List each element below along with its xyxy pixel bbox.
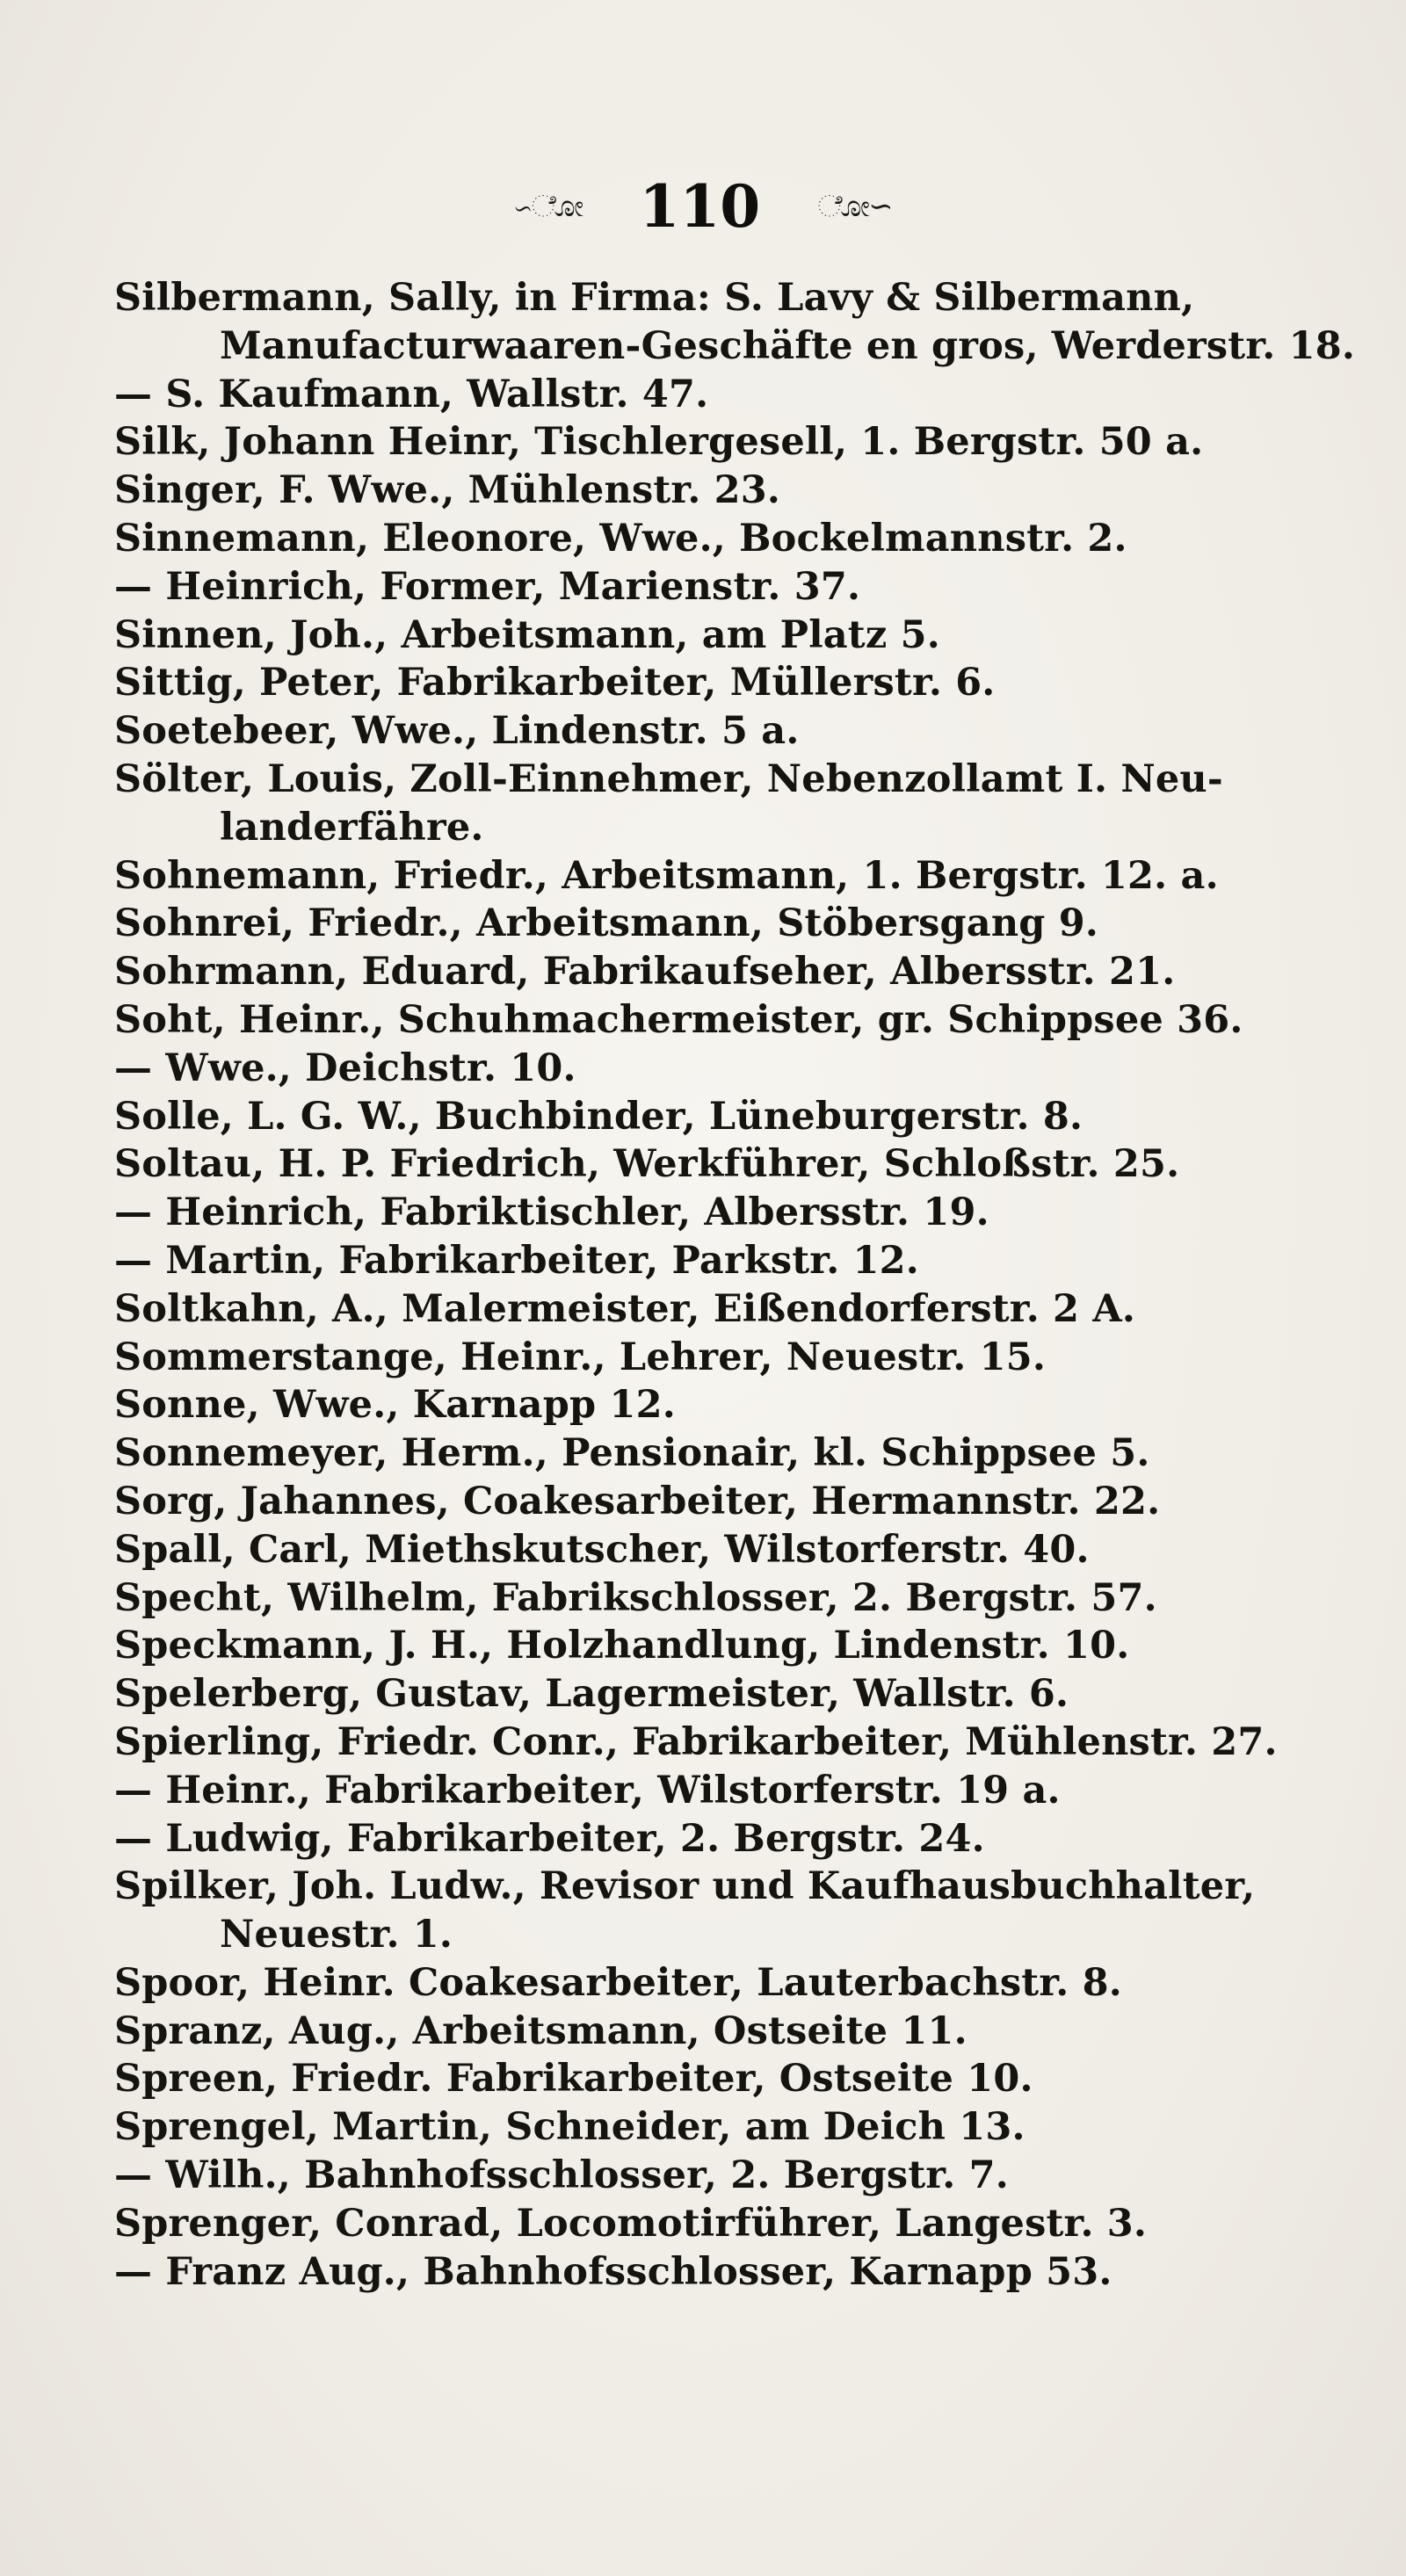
directory-line: Sohrmann, Eduard, Fabrikaufseher, Albersstr. 21.: [114, 950, 1176, 995]
directory-line: Soltkahn, A., Malermeister, Eißendorferstr. 2 A.: [114, 1286, 1136, 1331]
directory-line: Neuestr. 1.: [220, 1913, 453, 1957]
directory-line: Soetebeer, Wwe., Lindenstr. 5 a.: [114, 709, 800, 754]
directory-line: Sommerstange, Heinr., Lehrer, Neuestr. 15.: [114, 1335, 1047, 1379]
directory-line: — S. Kaufmann, Wallstr. 47.: [114, 372, 709, 416]
directory-line: — Martin, Fabrikarbeiter, Parkstr. 12.: [114, 1238, 919, 1283]
directory-line: Singer, F. Wwe., Mühlenstr. 23.: [114, 468, 781, 513]
directory-line: Spranz, Aug., Arbeitsmann, Ostseite 11.: [114, 2008, 968, 2053]
directory-line: Sohnemann, Friedr., Arbeitsmann, 1. Bergstr. 12. a.: [114, 853, 1219, 898]
directory-line: — Franz Aug., Bahnhofsschlosser, Karnapp 53.: [114, 2249, 1112, 2294]
directory-line: — Heinrich, Fabriktischler, Albersstr. 19.: [114, 1190, 989, 1235]
directory-line: Silbermann, Sally, in Firma: S. Lavy & Silbermann,: [114, 276, 1195, 320]
directory-line: Manufacturwaaren-Geschäfte en gros, Werderstr. 18.: [220, 323, 1356, 368]
directory-line: Specht, Wilhelm, Fabrikschlosser, 2. Bergstr. 57.: [114, 1575, 1157, 1620]
directory-line: Sölter, Louis, Zoll-Einnehmer, Nebenzollamt I. Neu-: [114, 756, 1223, 801]
directory-line: Sinnemann, Eleonore, Wwe., Bockelmannstr. 2.: [114, 516, 1127, 561]
directory-line: Speckmann, J. H., Holzhandlung, Lindenstr. 10.: [114, 1624, 1130, 1668]
directory-line: Sohnrei, Friedr., Arbeitsmann, Stöbersgang 9.: [114, 901, 1099, 946]
directory-line: — Ludwig, Fabrikarbeiter, 2. Bergstr. 24.: [114, 1816, 985, 1861]
directory-entries: [114, 274, 1356, 2296]
directory-line: Spelerberg, Gustav, Lagermeister, Wallstr. 6.: [114, 1672, 1069, 1717]
directory-line: Silk, Johann Heinr, Tischlergesell, 1. Bergstr. 50 a.: [114, 420, 1204, 465]
directory-line: Solle, L. G. W., Buchbinder, Lüneburgerstr. 8.: [114, 1094, 1083, 1139]
directory-line: Spilker, Joh. Ludw., Revisor und Kaufhausbuchhalter,: [114, 1864, 1256, 1909]
directory-line: Spierling, Friedr. Conr., Fabrikarbeiter, Mühlenstr. 27.: [114, 1719, 1278, 1764]
directory-line: — Wwe., Deichstr. 10.: [114, 1046, 576, 1090]
directory-line: Soltau, H. P. Friedrich, Werkführer, Schloßstr. 25.: [114, 1142, 1180, 1187]
directory-line: Soht, Heinr., Schuhmachermeister, gr. Schippsee 36.: [114, 997, 1243, 1042]
page-header: [0, 172, 1406, 242]
directory-line: Sorg, Jahannes, Coakesarbeiter, Hermannstr. 22.: [114, 1479, 1161, 1523]
directory-line: — Wilh., Bahnhofsschlosser, 2. Bergstr. 7.: [114, 2153, 1009, 2198]
page-number: 110: [639, 172, 761, 241]
directory-line: Spoor, Heinr. Coakesarbeiter, Lauterbachstr. 8.: [114, 1960, 1122, 2005]
directory-line: Spall, Carl, Miethskutscher, Wilstorferstr. 40.: [114, 1527, 1090, 1572]
directory-line: Sprengel, Martin, Schneider, am Deich 13.: [114, 2105, 1026, 2150]
directory-line: Spreen, Friedr. Fabrikarbeiter, Ostseite 10.: [114, 2057, 1033, 2102]
left-ornament-icon: ∽ೋ: [514, 189, 583, 224]
directory-line: — Heinr., Fabrikarbeiter, Wilstorferstr. 19 a.: [114, 1768, 1061, 1813]
directory-line: Sprenger, Conrad, Locomotirführer, Langestr. 3.: [114, 2201, 1148, 2246]
directory-line: — Heinrich, Former, Marienstr. 37.: [114, 564, 861, 609]
directory-line: Sonnemeyer, Herm., Pensionair, kl. Schippsee 5.: [114, 1431, 1150, 1476]
directory-line: Sinnen, Joh., Arbeitsmann, am Platz 5.: [114, 612, 940, 657]
directory-line: landerfähre.: [220, 805, 484, 850]
right-ornament-icon: ೋ∽: [817, 189, 892, 224]
directory-line: Sittig, Peter, Fabrikarbeiter, Müllerstr. 6.: [114, 661, 996, 706]
directory-line: Sonne, Wwe., Karnapp 12.: [114, 1383, 676, 1428]
